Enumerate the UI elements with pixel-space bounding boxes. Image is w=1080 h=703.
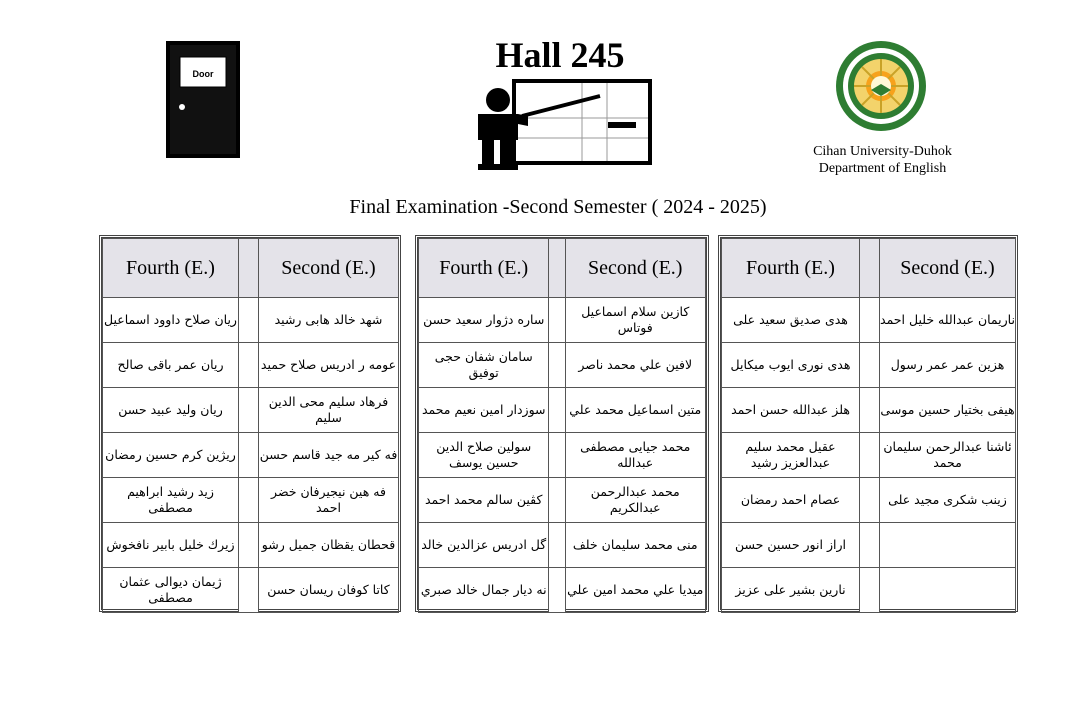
table-row bbox=[722, 568, 1016, 613]
column-separator bbox=[860, 568, 880, 613]
column-separator bbox=[239, 298, 259, 343]
column-separator bbox=[549, 523, 565, 568]
table-row bbox=[722, 343, 1016, 388]
column-separator bbox=[239, 568, 259, 613]
table-row bbox=[103, 568, 399, 613]
student-name-fourth: ريان وليد عبيد حسن bbox=[103, 388, 239, 433]
seating-table bbox=[721, 238, 1016, 613]
column-separator bbox=[549, 478, 565, 523]
column-separator bbox=[860, 298, 880, 343]
hall-title: Hall 245 bbox=[495, 35, 625, 75]
exam-title: Final Examination -Second Semester ( 2024 - 2025) bbox=[349, 196, 767, 218]
table-row bbox=[103, 298, 399, 343]
table-row bbox=[722, 433, 1016, 478]
column-separator bbox=[239, 523, 259, 568]
student-name-fourth: سامان شفان حجى توفيق bbox=[419, 343, 549, 388]
student-name-fourth: ريان صلاح داوود اسماعيل bbox=[103, 298, 239, 343]
student-name-fourth: ژيمان ديوالى عثمان مصطفى bbox=[103, 568, 239, 613]
column-separator bbox=[239, 388, 259, 433]
table-row bbox=[722, 523, 1016, 568]
student-name-second: هزين عمر عمر رسول bbox=[880, 343, 1016, 388]
student-name-fourth: عصام احمد رمضان bbox=[722, 478, 860, 523]
student-name-second: هيفى بختيار حسين موسى bbox=[880, 388, 1016, 433]
student-name-second: كاتا كوفان ريسان حسن bbox=[259, 568, 399, 613]
student-name-second: محمد عبدالرحمن عبدالكريم bbox=[565, 478, 706, 523]
student-name-fourth: ساره دژوار سعيد حسن bbox=[419, 298, 549, 343]
student-name-fourth: ريان عمر باقى صالح bbox=[103, 343, 239, 388]
student-name-second: ناريمان عبدالله خليل احمد bbox=[880, 298, 1016, 343]
student-name-second: فه هين نيجيرفان خضر احمد bbox=[259, 478, 399, 523]
seating-table bbox=[418, 238, 706, 613]
table-row bbox=[722, 478, 1016, 523]
student-name-fourth: گل ادريس عزالدين خالد bbox=[419, 523, 549, 568]
column-separator bbox=[549, 298, 565, 343]
column-separator bbox=[239, 239, 259, 298]
column-separator bbox=[549, 433, 565, 478]
seating-table-3 bbox=[718, 235, 1018, 612]
column-separator bbox=[239, 343, 259, 388]
table-row bbox=[103, 433, 399, 478]
table-row bbox=[419, 433, 706, 478]
table-row bbox=[103, 478, 399, 523]
student-name-fourth: نارين بشير على عزيز bbox=[722, 568, 860, 613]
student-name-second: محمد جيايى مصطفى عبدالله bbox=[565, 433, 706, 478]
door-icon bbox=[166, 41, 240, 158]
table-row bbox=[419, 568, 706, 613]
teacher-board-icon bbox=[462, 78, 657, 173]
column-separator bbox=[549, 388, 565, 433]
table-row bbox=[419, 298, 706, 343]
table-row bbox=[722, 388, 1016, 433]
column-header-second: Second (E.) bbox=[880, 239, 1016, 298]
header-row bbox=[722, 239, 1016, 298]
student-name-second: شهد خالد هابى رشيد bbox=[259, 298, 399, 343]
student-name-second: منى محمد سليمان خلف bbox=[565, 523, 706, 568]
table-row bbox=[722, 298, 1016, 343]
column-separator bbox=[549, 568, 565, 613]
column-separator bbox=[860, 523, 880, 568]
student-name-fourth: هدى صديق سعيد على bbox=[722, 298, 860, 343]
column-header-second: Second (E.) bbox=[259, 239, 399, 298]
column-header-second: Second (E.) bbox=[565, 239, 706, 298]
university-name: Cihan University-Duhok bbox=[813, 144, 952, 159]
student-name-second: فه كير مه جيد قاسم حسن bbox=[259, 433, 399, 478]
seating-table bbox=[102, 238, 399, 613]
student-name-fourth: سوزدار امين نعيم محمد bbox=[419, 388, 549, 433]
university-logo bbox=[829, 40, 933, 132]
header-row bbox=[419, 239, 706, 298]
student-name-fourth: ريژين كرم حسين رمضان bbox=[103, 433, 239, 478]
student-name-fourth: هلز عبدالله حسن احمد bbox=[722, 388, 860, 433]
student-name-second bbox=[880, 568, 1016, 613]
student-name-second: فرهاد سليم محى الدين سليم bbox=[259, 388, 399, 433]
student-name-second: لافين علي محمد ناصر bbox=[565, 343, 706, 388]
column-separator bbox=[239, 478, 259, 523]
column-header-fourth: Fourth (E.) bbox=[722, 239, 860, 298]
table-row bbox=[419, 478, 706, 523]
table-row bbox=[103, 343, 399, 388]
student-name-second: ئاشنا عبدالرحمن سليمان محمد bbox=[880, 433, 1016, 478]
table-row bbox=[419, 523, 706, 568]
student-name-second: كازين سلام اسماعيل فوتاس bbox=[565, 298, 706, 343]
student-name-fourth: هدى نورى ايوب ميكايل bbox=[722, 343, 860, 388]
column-separator bbox=[549, 239, 565, 298]
column-separator bbox=[860, 239, 880, 298]
student-name-second: عومه ر ادريس صلاح حميد bbox=[259, 343, 399, 388]
student-name-fourth: زيرك خليل بابير نافخوش bbox=[103, 523, 239, 568]
column-separator bbox=[860, 388, 880, 433]
student-name-fourth: كڤين سالم محمد احمد bbox=[419, 478, 549, 523]
column-separator bbox=[860, 433, 880, 478]
student-name-second: قحطان يقظان جميل رشو bbox=[259, 523, 399, 568]
column-header-fourth: Fourth (E.) bbox=[103, 239, 239, 298]
student-name-second: متين اسماعيل محمد علي bbox=[565, 388, 706, 433]
column-separator bbox=[549, 343, 565, 388]
student-name-second: ميديا علي محمد امين علي bbox=[565, 568, 706, 613]
student-name-fourth: سولين صلاح الدين حسين يوسف bbox=[419, 433, 549, 478]
student-name-second: زينب شكرى مجيد على bbox=[880, 478, 1016, 523]
door-label: Door bbox=[192, 69, 214, 79]
seating-table-2 bbox=[415, 235, 709, 612]
column-separator bbox=[860, 478, 880, 523]
column-header-fourth: Fourth (E.) bbox=[419, 239, 549, 298]
student-name-fourth: عقيل محمد سليم عبدالعزيز رشيد bbox=[722, 433, 860, 478]
table-row bbox=[103, 523, 399, 568]
column-separator bbox=[239, 433, 259, 478]
student-name-second bbox=[880, 523, 1016, 568]
column-separator bbox=[860, 343, 880, 388]
department-name: Department of English bbox=[818, 161, 947, 176]
table-row bbox=[419, 388, 706, 433]
student-name-fourth: نه ديار جمال خالد صبري bbox=[419, 568, 549, 613]
student-name-fourth: اراز انور حسين حسن bbox=[722, 523, 860, 568]
header-row bbox=[103, 239, 399, 298]
table-row bbox=[419, 343, 706, 388]
university-name-block bbox=[790, 143, 975, 177]
student-name-fourth: زيد رشيد ابراهيم مصطفى bbox=[103, 478, 239, 523]
table-row bbox=[103, 388, 399, 433]
seating-table-1 bbox=[99, 235, 401, 612]
